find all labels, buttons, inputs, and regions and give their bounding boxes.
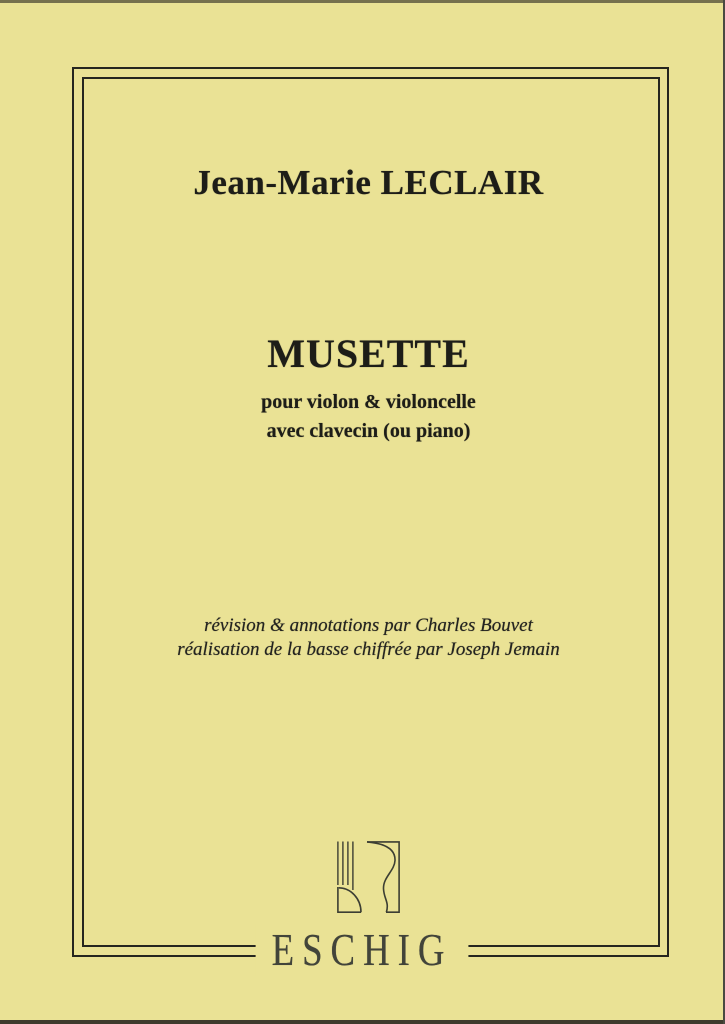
instrumentation	[12, 388, 725, 446]
instrumentation-line-1: pour violon & violoncelle	[261, 391, 476, 413]
scan-edge-top	[0, 0, 725, 3]
publisher-name: ESCHIG	[256, 924, 469, 976]
credit-line-2: réalisation de la basse chiffrée par Joseph Jemain	[177, 639, 560, 660]
editorial-credits	[12, 614, 725, 662]
instrumentation-line-2: avec clavecin (ou piano)	[266, 420, 471, 442]
scan-edge-bottom	[0, 1020, 725, 1024]
publisher-banner	[0, 924, 725, 976]
composer-name: Jean-Marie LECLAIR	[193, 163, 544, 202]
work-title: MUSETTE	[267, 331, 470, 376]
eschig-logo-icon	[337, 841, 401, 914]
credit-line-1: révision & annotations par Charles Bouvet	[204, 615, 533, 636]
inner-border-frame	[82, 77, 660, 947]
